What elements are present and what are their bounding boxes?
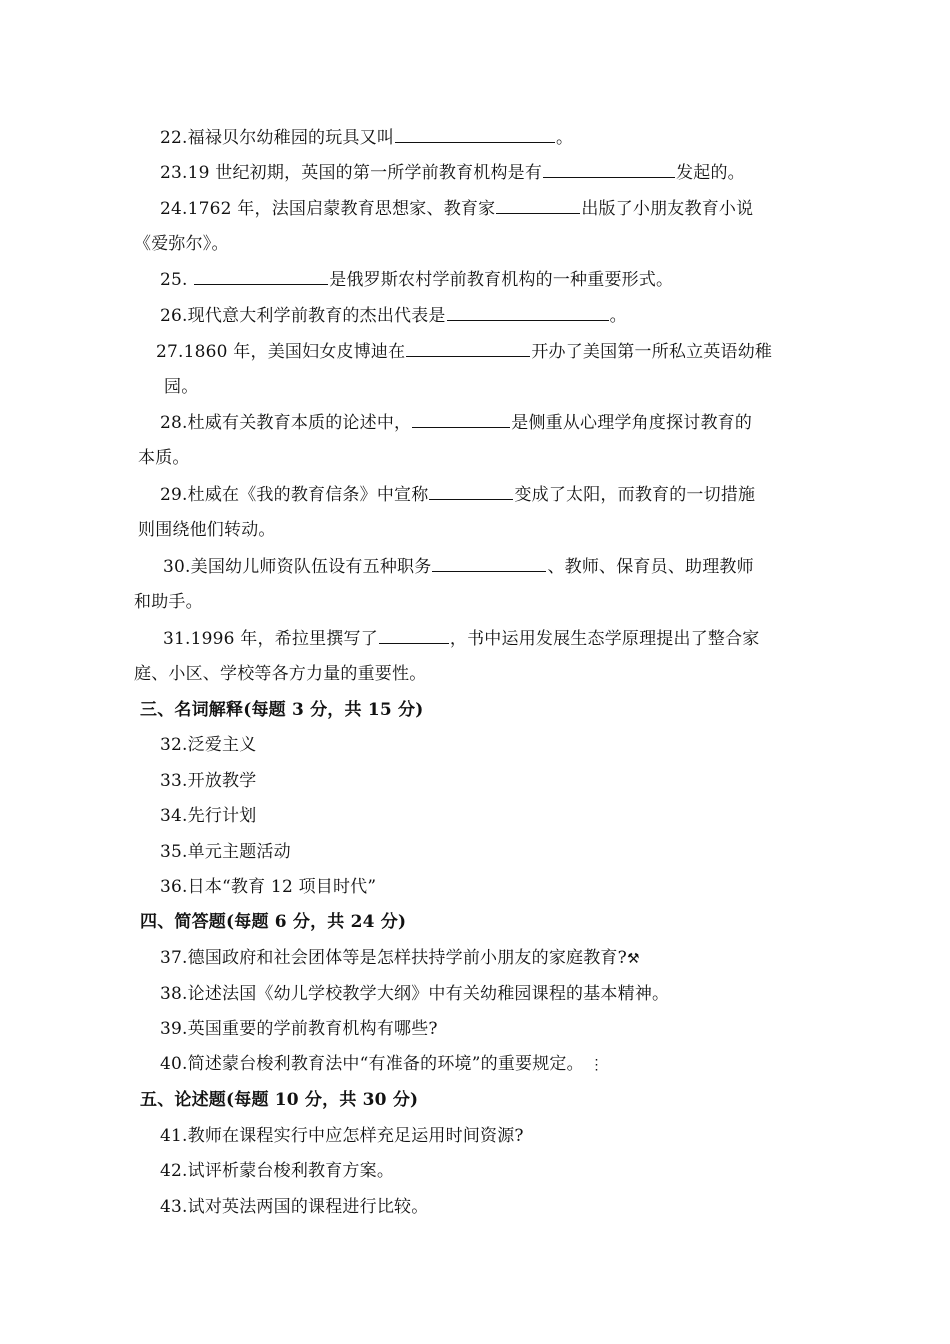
section-3-heading: 三、名词解释(每题 3 分，共 15 分) — [140, 700, 424, 720]
question-text: 30.美国幼儿师资队伍设有五种职务 — [163, 557, 432, 577]
question-text: 22.福禄贝尔幼稚园的玩具又叫 — [160, 128, 395, 148]
answer-blank — [406, 340, 530, 357]
list-item — [160, 1053, 604, 1076]
question-text: 23.19 世纪初期，英国的第一所学前教育机构是有 — [160, 163, 543, 183]
answer-blank — [429, 483, 513, 500]
list-item: 33.开放教学 — [160, 771, 257, 791]
question-29 — [160, 483, 755, 506]
question-text: 开办了美国第一所私立英语幼稚 — [531, 342, 773, 362]
question-30 — [163, 555, 754, 578]
question-27 — [156, 340, 772, 363]
question-27-continued: 园。 — [164, 377, 199, 397]
list-item: 35.单元主题活动 — [160, 842, 291, 862]
answer-blank — [447, 304, 609, 321]
list-item: 36.日本“教育 12 项目时代” — [160, 877, 377, 897]
list-item — [160, 947, 640, 970]
question-31-continued: 庭、小区、学校等各方力量的重要性。 — [134, 664, 427, 684]
question-24 — [160, 197, 753, 220]
question-text: 40.简述蒙台梭利教育法中“有准备的环境”的重要规定。 — [160, 1054, 584, 1074]
question-text: 发起的。 — [676, 163, 745, 183]
answer-blank — [395, 126, 555, 143]
section-5-heading: 五、论述题(每题 10 分，共 30 分) — [140, 1090, 419, 1110]
question-text: 24.1762 年，法国启蒙教育思想家、教育家 — [160, 199, 496, 219]
question-text: 是俄罗斯农村学前教育机构的一种重要形式。 — [329, 270, 674, 290]
question-text: 变成了太阳，而教育的一切措施 — [514, 485, 756, 505]
answer-blank — [379, 627, 449, 644]
question-text: 是侧重从心理学角度探讨教育的 — [511, 413, 753, 433]
hammer-mark-icon: ⚒ — [626, 951, 640, 967]
answer-blank — [496, 197, 580, 214]
question-text: 26.现代意大利学前教育的杰出代表是 — [160, 306, 446, 326]
question-22 — [160, 126, 573, 149]
question-26 — [160, 304, 627, 327]
question-text: 。 — [556, 128, 574, 148]
list-item: 34.先行计划 — [160, 806, 257, 826]
question-25 — [160, 268, 673, 291]
list-item: 42.试评析蒙台梭利教育方案。 — [160, 1161, 395, 1181]
question-24-continued: 《爱弥尔》。 — [134, 234, 229, 254]
question-23 — [160, 161, 745, 184]
question-text: 。 — [609, 306, 627, 326]
answer-blank — [543, 161, 675, 178]
list-item: 32.泛爱主义 — [160, 735, 257, 755]
list-item: 43.试对英法两国的课程进行比较。 — [160, 1197, 429, 1217]
question-text: 28.杜威有关教育本质的论述中， — [160, 413, 412, 433]
question-31 — [163, 627, 760, 650]
question-29-continued: 则围绕他们转动。 — [138, 520, 276, 540]
question-text: 出版了小朋友教育小说 — [581, 199, 754, 219]
question-28-continued: 本质。 — [138, 448, 190, 468]
list-item: 38.论述法国《幼儿学校教学大纲》中有关幼稚园课程的基本精神。 — [160, 984, 670, 1004]
question-text: 25. — [160, 270, 194, 290]
question-text: 31.1996 年，希拉里撰写了 — [163, 629, 378, 649]
question-text: 、教师、保育员、助理教师 — [547, 557, 754, 577]
question-text: 37.德国政府和社会团体等是怎样扶持学前小朋友的家庭教育? — [160, 948, 627, 968]
list-item: 39.英国重要的学前教育机构有哪些? — [160, 1019, 438, 1039]
question-28 — [160, 411, 752, 434]
answer-blank — [412, 411, 510, 428]
question-text: 29.杜威在《我的教育信条》中宣称 — [160, 485, 429, 505]
question-text: ，书中运用发展生态学原理提出了整合家 — [449, 629, 760, 649]
list-item: 41.教师在课程实行中应怎样充足运用时间资源? — [160, 1126, 524, 1146]
question-text: 27.1860 年，美国妇女皮博迪在 — [156, 342, 406, 362]
section-4-heading: 四、简答题(每题 6 分，共 24 分) — [140, 912, 407, 932]
question-30-continued: 和助手。 — [134, 592, 203, 612]
answer-blank — [432, 555, 546, 572]
answer-blank — [194, 268, 328, 285]
ellipsis-mark-icon: ⋮ — [589, 1057, 604, 1073]
